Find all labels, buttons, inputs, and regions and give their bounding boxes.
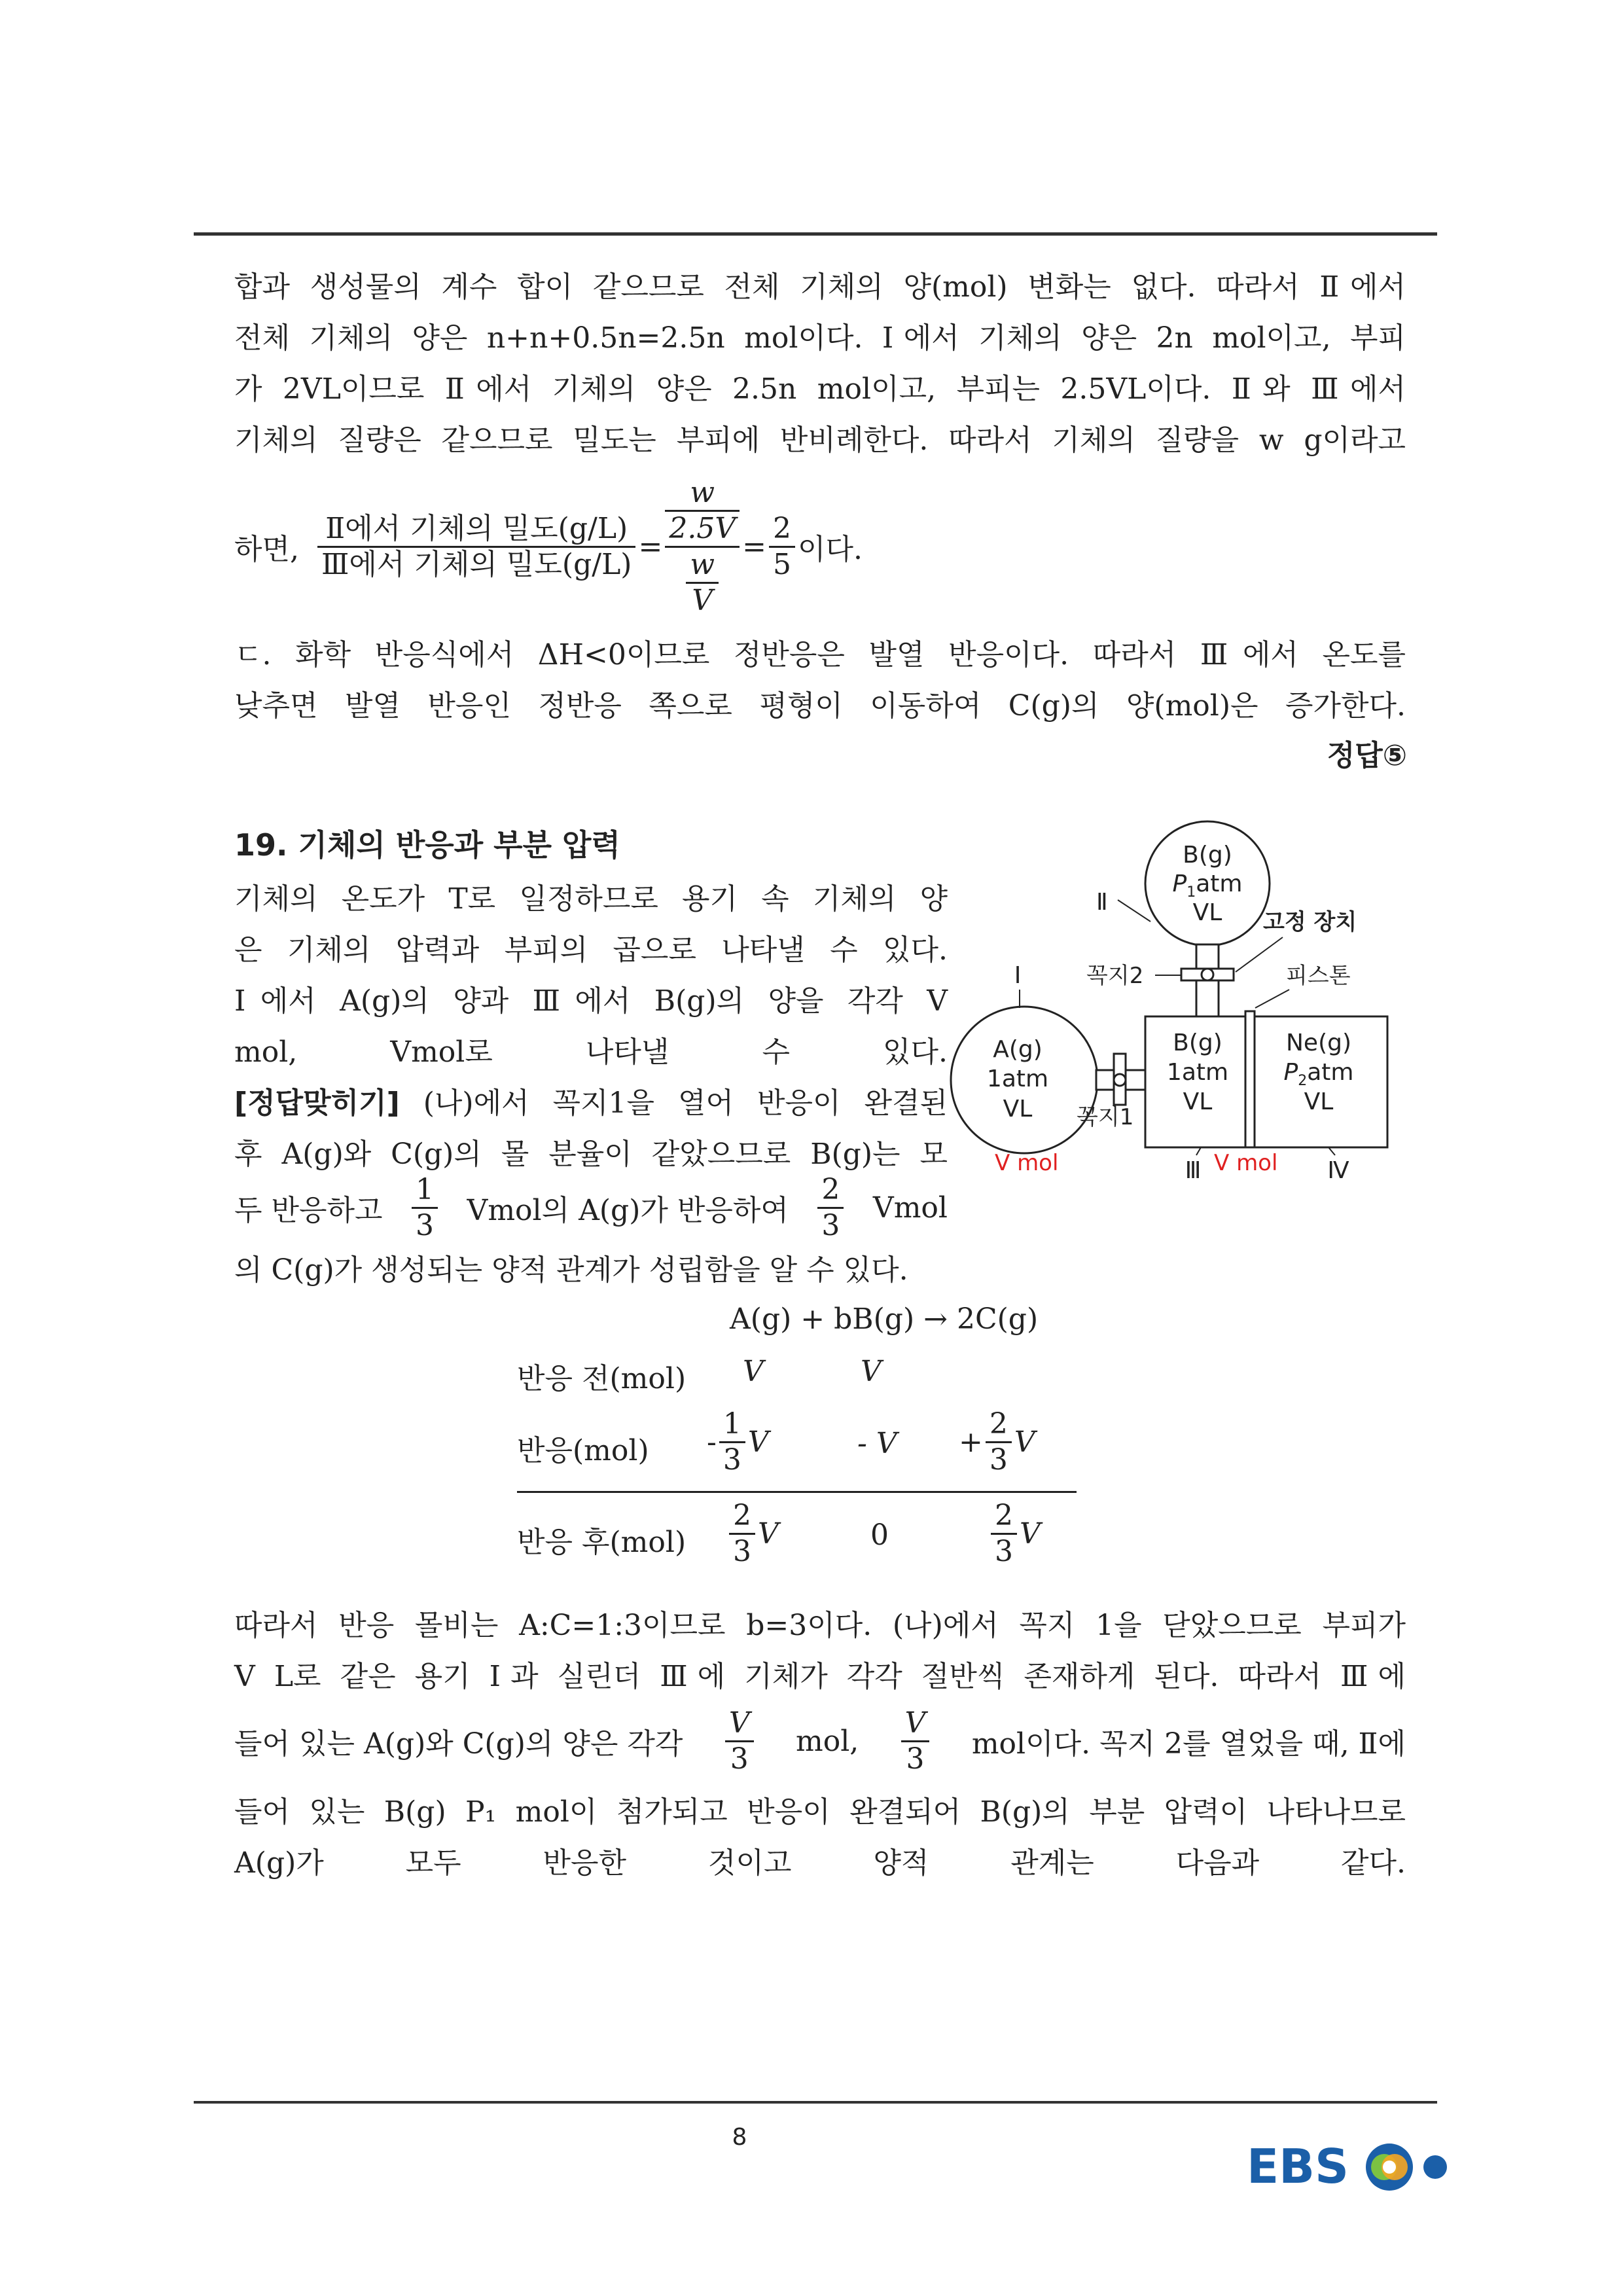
frac-num: V: [901, 1706, 930, 1742]
frac-den: 3: [416, 1208, 435, 1242]
roman-3-pointer: [1196, 1147, 1201, 1155]
text-line: V L로 같은 용기 Ⅰ과 실린더 Ⅲ에 기체가 각각 절반씩 존재하게 된다. 따라서 Ⅲ에: [234, 1660, 1406, 1693]
text-line: 들어 있는 B(g) P₁ mol이 첨가되고 반응이 완결되어 B(g)의 부분 압력이 나타나므로: [234, 1795, 1406, 1829]
cylinder-4-pressure: $P_2atm$: [1283, 1059, 1354, 1089]
ebs-logo: [1247, 2130, 1456, 2202]
fraction-line-bottom: [234, 1702, 1406, 1780]
roman-3-label: Ⅲ: [1185, 1157, 1202, 1184]
eq-right-num: 2: [769, 512, 795, 548]
roman-1-label: Ⅰ: [1014, 962, 1022, 989]
cell-c-fraction: [991, 1499, 1017, 1569]
flask-1-pressure: 1atm: [986, 1066, 1049, 1092]
var: V: [1020, 1517, 1041, 1551]
cylinder-3-pressure: 1atm: [1166, 1059, 1229, 1086]
row-after: [517, 1499, 1080, 1584]
ebs-logo-text: EBS: [1247, 2139, 1349, 2194]
top-paragraph: [234, 262, 1406, 466]
frac-line-a: 두 반응하고: [234, 1194, 383, 1227]
frac-line-b: Vmol의 A(g)가 반응하여: [467, 1194, 789, 1227]
cylinder-4-gas: Ne(g): [1285, 1030, 1352, 1056]
cylinder-4-volume: VL: [1304, 1088, 1334, 1115]
valve-1-label: 꼭지1: [1077, 1104, 1134, 1130]
page-number: 8: [732, 2124, 747, 2151]
line3-a: 들어 있는 A(g)와 C(g)의 양은 각각: [234, 1727, 683, 1761]
piston-label: 피스톤: [1286, 963, 1351, 989]
table-rule: [517, 1491, 1077, 1493]
text-line: 가 2VL이므로 Ⅱ에서 기체의 양은 2.5n mol이고, 부피는 2.5VL이다. Ⅱ와 Ⅲ에서: [234, 372, 1406, 406]
flask-1-volume: VL: [1003, 1096, 1033, 1122]
eq-mid-num-den: 2.5V: [669, 511, 736, 545]
text-line: 낮추면 발열 반응인 정반응 쪽으로 평형이 이동하여 C(g)의 양(mol)은 증가한다.: [234, 689, 1406, 723]
flask-2-pressure: $P_1atm$: [1172, 870, 1243, 901]
text-line: 합과 생성물의 계수 합이 같으므로 전체 기체의 양(mol) 변화는 없다. 따라서 Ⅱ에서: [234, 270, 1406, 304]
sign: -: [707, 1426, 717, 1459]
row-label: 반응(mol): [517, 1434, 649, 1467]
cell-b: 0: [870, 1518, 889, 1552]
eq-mid-den-den: V: [692, 583, 713, 617]
cylinder-3-gas: B(g): [1173, 1030, 1222, 1056]
eq-mid-num-num: w: [665, 476, 740, 512]
valve-2-label: 꼭지2: [1086, 963, 1144, 989]
fixed-device-pointer: [1236, 937, 1283, 972]
cell-c: [959, 1407, 1035, 1477]
cell-c: [988, 1499, 1041, 1569]
eq-prefix: 하면,: [234, 533, 299, 566]
fraction-one-third: [412, 1173, 438, 1243]
text-line: [234, 1078, 948, 1129]
frac-den: 3: [733, 1535, 751, 1568]
equals-sign: =: [638, 529, 663, 564]
text-line: 은 기체의 압력과 부피의 곱으로 나타낼 수 있다.: [234, 933, 948, 967]
equals-sign: =: [742, 529, 766, 564]
cell-a-fraction: [719, 1407, 745, 1477]
text-line: 의 C(g)가 생성되는 양적 관계가 성립함을 알 수 있다.: [234, 1253, 908, 1287]
var: V: [758, 1517, 779, 1551]
eq-suffix: 이다.: [797, 533, 863, 566]
eq-left-num: Ⅱ에서 기체의 밀도(g/L): [317, 512, 635, 548]
fraction-v-third: [901, 1706, 930, 1776]
line3-c: mol이다. 꼭지 2를 열었을 때, Ⅱ에: [971, 1727, 1406, 1761]
roman-4-pointer: [1329, 1147, 1335, 1155]
sign: +: [959, 1426, 983, 1459]
text-line: Ⅰ에서 A(g)의 양과 Ⅲ에서 B(g)의 양을 각각 V: [234, 984, 948, 1018]
eq-mid-den-frac: [686, 548, 719, 618]
answer-label: 정답⑤: [1327, 739, 1407, 772]
piston: [1245, 1011, 1255, 1147]
eq-right-den: 5: [772, 547, 791, 581]
d-paragraph: [234, 630, 1406, 732]
eq-left-fraction: [317, 512, 635, 582]
row-before: [517, 1355, 1080, 1394]
fixed-device-label: 고정 장치: [1263, 909, 1357, 935]
text-line: A(g)가 모두 반응한 것이고 양적 관계는 다음과 같다.: [234, 1846, 1406, 1880]
text-line: mol, Vmol로 나타낼 수 있다.: [234, 1035, 948, 1069]
cell-a-fraction: [729, 1499, 755, 1569]
fraction-two-thirds: [817, 1173, 844, 1243]
frac-num: 2: [817, 1173, 844, 1209]
text-line: 기체의 질량은 같으므로 밀도는 부피에 반비례한다. 따라서 기체의 질량을 w g이라고: [234, 423, 1406, 457]
q19-paragraph: [234, 874, 948, 1180]
cell-b: - V: [857, 1427, 897, 1460]
row-label: 반응 후(mol): [517, 1526, 687, 1559]
valve-2-knob: [1202, 969, 1213, 980]
frac-num: 2: [729, 1499, 755, 1535]
cell-a: [707, 1407, 769, 1477]
frac-den: 3: [995, 1535, 1013, 1568]
frac-num: 2: [991, 1499, 1017, 1535]
roman-4-label: Ⅳ: [1327, 1157, 1349, 1184]
red-mol-label-2: V mol: [1214, 1150, 1278, 1176]
eq-mid-den: [665, 548, 740, 618]
frac-den: 3: [821, 1208, 840, 1242]
q19-after-line: [234, 1245, 1406, 1296]
roman-2-label: Ⅱ: [1096, 889, 1108, 916]
cell-b: V: [861, 1355, 882, 1388]
piston-pointer: [1255, 990, 1289, 1008]
eq-right-fraction: [769, 512, 795, 582]
fraction-line: [234, 1172, 948, 1244]
density-equation: [234, 461, 863, 632]
frac-num: 1: [719, 1407, 745, 1443]
header-rule: [194, 232, 1437, 236]
text-line: 전체 기체의 양은 n+n+0.5n=2.5n mol이다. Ⅰ에서 기체의 양은 2n mol이고, 부피: [234, 321, 1406, 355]
text-line: 따라서 반응 몰비는 A:C=1:3이므로 b=3이다. (나)에서 꼭지 1을 닫았으므로 부피가: [234, 1609, 1406, 1642]
eq-mid-num: [665, 476, 740, 548]
apparatus-diagram: [942, 812, 1400, 1185]
valve-1-knob: [1114, 1074, 1126, 1086]
eq-mid-num-frac: [665, 476, 740, 546]
key-text: (나)에서 꼭지1을 열어 반응이 완결된: [423, 1086, 948, 1120]
frac-den: 3: [730, 1742, 749, 1776]
question-heading: 19. 기체의 반응과 부분 압력: [234, 827, 620, 863]
frac-num: 2: [986, 1407, 1012, 1443]
frac-den: 3: [906, 1742, 925, 1776]
text-line: ㄷ. 화학 반응식에서 ΔH<0이므로 정반응은 발열 반응이다. 따라서 Ⅲ에서 온도를: [234, 638, 1406, 672]
reaction-equation: A(g) + bB(g) → 2C(g): [730, 1302, 1039, 1336]
footer-rule: [194, 2101, 1437, 2104]
text-line: 후 A(g)와 C(g)의 몰 분율이 같았으므로 B(g)는 모: [234, 1138, 948, 1171]
var: V: [1014, 1426, 1035, 1459]
frac-den: 3: [989, 1443, 1008, 1477]
roman-2-pointer: [1118, 900, 1150, 922]
line3-b: mol,: [795, 1724, 859, 1758]
frac-line-c: Vmol: [872, 1191, 948, 1225]
bottom-paragraph-top: [234, 1600, 1406, 1702]
frac-num: 1: [412, 1173, 438, 1209]
cell-a: V: [743, 1355, 764, 1388]
eq-mid-den-num: w: [686, 548, 719, 584]
row-react: [517, 1407, 1080, 1492]
red-mol-label-1: V mol: [995, 1150, 1059, 1176]
cell-c-fraction: [986, 1407, 1012, 1477]
flask-2-volume: VL: [1192, 899, 1222, 926]
bottom-paragraph-end: [234, 1787, 1406, 1889]
eq-left-den: Ⅲ에서 기체의 밀도(g/L): [321, 547, 632, 581]
text-line: 기체의 온도가 T로 일정하므로 용기 속 기체의 양: [234, 882, 948, 916]
fraction-v-third: [725, 1706, 754, 1776]
frac-den: 3: [722, 1443, 741, 1477]
cell-a: [726, 1499, 779, 1569]
frac-num: V: [725, 1706, 754, 1742]
eq-mid-fraction: [665, 476, 740, 618]
var: V: [747, 1426, 769, 1459]
flask-1-gas: A(g): [993, 1036, 1043, 1063]
ebs-logo-icon: [1247, 2130, 1456, 2202]
cylinder-3-volume: VL: [1183, 1088, 1213, 1115]
row-label: 반응 전(mol): [517, 1362, 687, 1395]
flask-2-gas: B(g): [1183, 842, 1232, 869]
key-label: [정답맞히기]: [234, 1086, 400, 1120]
